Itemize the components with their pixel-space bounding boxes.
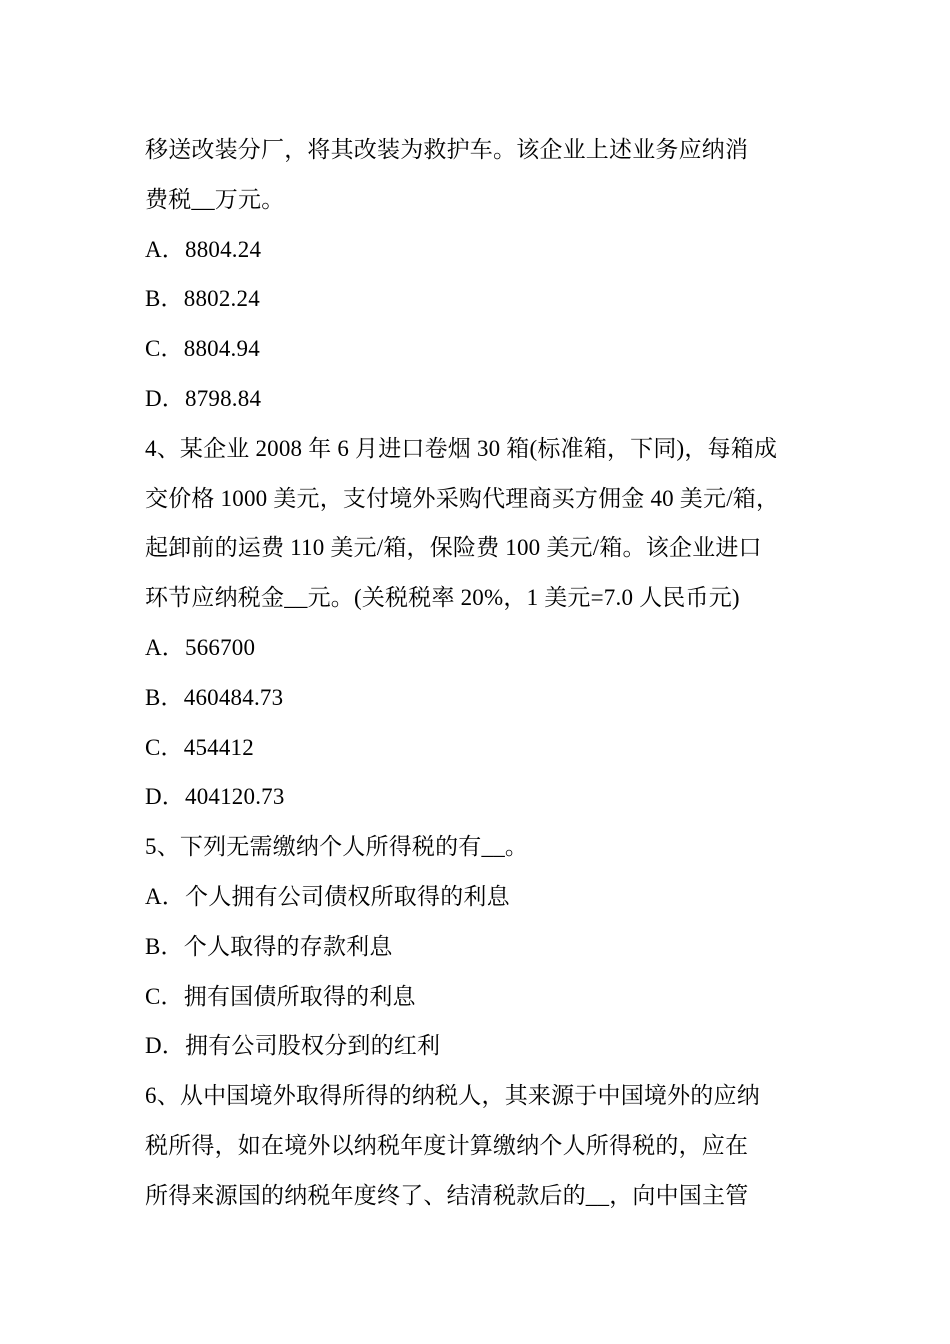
option-d: D．8798.84 bbox=[145, 385, 262, 411]
question-4: 4、某企业 2008 年 6 月进口卷烟 30 箱(标准箱，下同)，每箱成 bbox=[145, 435, 778, 461]
text-line: 起卸前的运费 110 美元/箱，保险费 100 美元/箱。该企业进口 bbox=[145, 535, 762, 561]
option-d: D．拥有公司股权分到的红利 bbox=[145, 1033, 441, 1059]
question-5: 5、下列无需缴纳个人所得税的有__。 bbox=[145, 834, 529, 860]
option-b: B．8802.24 bbox=[145, 286, 260, 312]
option-c: C．拥有国债所取得的利息 bbox=[145, 983, 416, 1009]
text-line: 交价格 1000 美元，支付境外采购代理商买方佣金 40 美元/箱， bbox=[145, 485, 780, 511]
option-a: A．8804.24 bbox=[145, 236, 262, 262]
option-d: D．404120.73 bbox=[145, 784, 285, 810]
text-line: 费税__万元。 bbox=[145, 186, 285, 212]
option-c: C．8804.94 bbox=[145, 336, 260, 362]
question-6: 6、从中国境外取得所得的纳税人，其来源于中国境外的应纳 bbox=[145, 1083, 760, 1109]
option-c: C．454412 bbox=[145, 734, 254, 760]
text-line: 所得来源国的纳税年度终了、结清税款后的__，向中国主管 bbox=[145, 1182, 749, 1208]
text-line: 税所得，如在境外以纳税年度计算缴纳个人所得税的，应在 bbox=[145, 1132, 749, 1158]
text-line: 移送改装分厂，将其改装为救护车。该企业上述业务应纳消 bbox=[145, 137, 749, 162]
option-b: B．460484.73 bbox=[145, 684, 284, 710]
option-a: A．566700 bbox=[145, 634, 256, 660]
option-a: A．个人拥有公司债权所取得的利息 bbox=[145, 883, 510, 909]
option-b: B．个人取得的存款利息 bbox=[145, 933, 393, 959]
text-line: 环节应纳税金__元。(关税税率 20%，1 美元=7.0 人民币元) bbox=[145, 585, 740, 611]
document-page bbox=[145, 125, 810, 1221]
